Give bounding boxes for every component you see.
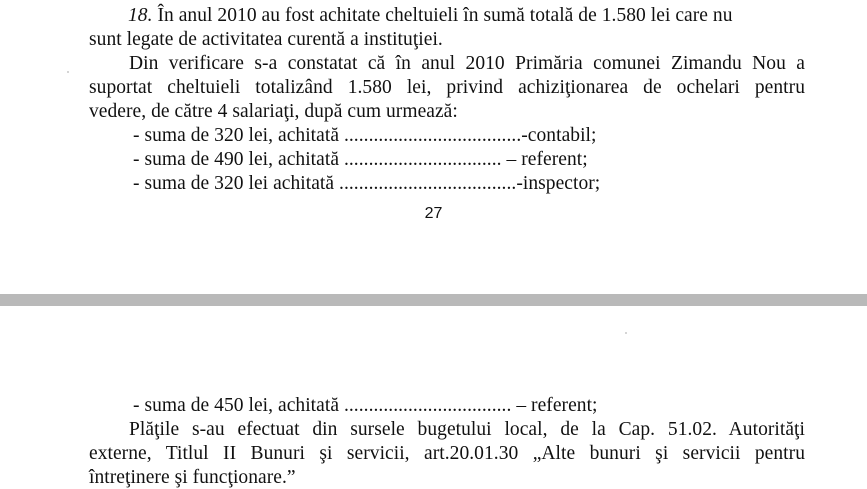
page-separator [0, 294, 867, 306]
page-bottom [0, 306, 867, 489]
list-item: - suma de 320 lei, achitată ....................................-contabil; [133, 125, 597, 146]
text-line: întreţinere şi funcţionare.” [89, 467, 296, 488]
paragraph-verificare-line: Din verificare s-a constatat că în anul 2010 Primăria comunei Zimandu Nou a [129, 53, 805, 74]
scan-speck [67, 71, 69, 73]
paragraph-plati-line: Plăţile s-au efectuat din sursele bugetului local, de la Cap. 51.02. Autorităţi [129, 419, 805, 440]
scan-speck [625, 332, 627, 334]
text-line: sunt legate de activitatea curentă a instituţiei. [89, 29, 443, 50]
list-item: - suma de 490 lei, achitată ................................ – referent; [133, 149, 588, 170]
text-line: externe, Titlul II Bunuri şi servicii, art.20.01.30 „Alte bunuri şi servicii pentru [89, 443, 805, 464]
page-number: 27 [424, 205, 443, 222]
paragraph-18-first-line: 18. În anul 2010 au fost achitate cheltuieli în sumă totală de 1.580 lei care nu [128, 5, 733, 26]
text-line: vedere, de către 4 salariaţi, după cum urmează: [89, 101, 458, 122]
list-item: - suma de 450 lei, achitată .................................. – referent; [133, 395, 598, 416]
item-number: 18. [128, 5, 153, 26]
text-line: suportat cheltuieli totalizând 1.580 lei, privind achiziţionarea de ochelari pentru [89, 77, 805, 98]
list-item: - suma de 320 lei achitată ....................................-inspector; [133, 173, 601, 194]
